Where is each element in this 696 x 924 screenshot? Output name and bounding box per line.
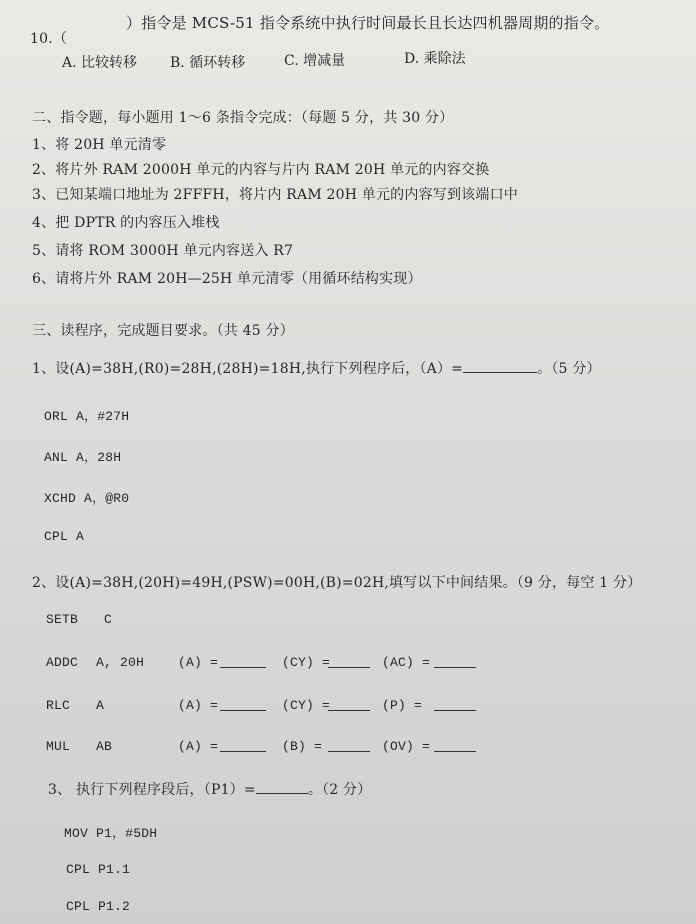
s3-q3-answer-blank[interactable] [256, 781, 308, 794]
s3-q2-row-rlc-label-1: (A) = [178, 698, 219, 713]
section2-item-3: 3、已知某端口地址为 2FFFH，将片内 RAM 20H 单元的内容写到该端口中 [32, 187, 518, 203]
s3-q3-prompt: 3、 执行下列程序段后，（P1）= [48, 782, 256, 798]
s3-q2-row-rlc-op: RLC [46, 698, 71, 713]
s3-q2-row-rlc-blank-3[interactable] [434, 698, 476, 711]
s3-q2-row-addc-op: ADDC [46, 655, 79, 670]
s3-q2-row-addc-label-2: (CY) = [282, 655, 331, 670]
section2-heading: 二、指令题，每小题用 1～6 条指令完成：（每题 5 分，共 30 分） [32, 110, 454, 126]
s3-q2-setb-op: SETB [46, 612, 79, 627]
s3-q2-row-rlc-blank-1[interactable] [220, 698, 266, 711]
s3-q1-code-3: XCHD A，@R0 [44, 491, 130, 506]
s3-q2-row-mul-blank-3[interactable] [434, 739, 476, 752]
section2-item-5: 5、请将 ROM 3000H 单元内容送入 R7 [32, 243, 294, 259]
s3-q2-row-addc-blank-2[interactable] [328, 655, 370, 668]
section2-item-6: 6、请将片外 RAM 20H—25H 单元清零（用循环结构实现） [32, 271, 422, 287]
q10-option-b: B. 循环转移 [170, 55, 246, 71]
s3-q2-row-rlc-args: A [96, 698, 105, 713]
s3-q2-row-rlc-label-3: (P) = [382, 698, 423, 713]
s3-q2-row-addc-label-1: (A) = [178, 655, 219, 670]
s3-q2-row-mul-blank-1[interactable] [220, 739, 266, 752]
s3-q2-row-addc-args: A, 20H [96, 655, 145, 670]
section3-heading: 三、读程序，完成题目要求。（共 45 分） [32, 323, 294, 339]
s3-q2-row-mul-label-1: (A) = [178, 739, 219, 754]
s3-q2-row-addc-blank-3[interactable] [434, 655, 476, 668]
s3-q1-prompt: 1、设(A)=38H,(R0)=28H,(28H)=18H,执行下列程序后，（A）= [32, 361, 464, 377]
q10-option-d: D. 乘除法 [404, 51, 466, 67]
s3-q3-suffix: 。（2 分） [307, 782, 372, 798]
section2-item-4: 4、把 DPTR 的内容压入堆栈 [32, 215, 220, 231]
s3-q2-setb-row [46, 612, 112, 627]
q10-text: ）指令是 MCS-51 指令系统中执行时间最长且长达四机器周期的指令。 [126, 14, 610, 32]
s3-q3-code-3: CPL P1.2 [66, 899, 131, 914]
s3-q2-row-rlc-label-2: (CY) = [282, 698, 331, 713]
s3-q1-code-4: CPL A [44, 529, 85, 544]
s3-q2-row-mul-label-3: (OV) = [382, 739, 431, 754]
s3-q2-row-mul-args: AB [96, 739, 113, 754]
q10-option-c: C. 增减量 [284, 53, 346, 69]
section2-item-2: 2、将片外 RAM 2000H 单元的内容与片内 RAM 20H 单元的内容交换 [32, 162, 490, 178]
s3-q2-row-mul-label-2: (B) = [282, 739, 323, 754]
q10-option-a: A. 比较转移 [62, 55, 138, 71]
s3-q3-text [48, 779, 371, 799]
s3-q2-row-addc-label-3: (AC) = [382, 655, 431, 670]
s3-q2-row-mul-blank-2[interactable] [328, 739, 370, 752]
section2-item-1: 1、将 20H 单元清零 [32, 137, 167, 153]
s3-q1-answer-blank[interactable] [463, 360, 537, 373]
s3-q2-text: 2、设(A)=38H,(20H)=49H,(PSW)=00H,(B)=02H,填写以下中间结果。（9 分，每空 1 分） [32, 575, 642, 591]
s3-q1-suffix: 。（5 分） [537, 361, 601, 377]
s3-q1-text [32, 358, 601, 378]
s3-q1-code-2: ANL A，28H [44, 450, 122, 465]
s3-q2-setb-arg: C [104, 612, 113, 627]
s3-q3-code-2: CPL P1.1 [66, 862, 131, 877]
s3-q1-code-1: ORL A，#27H [44, 409, 130, 424]
s3-q2-row-rlc-blank-2[interactable] [328, 698, 370, 711]
s3-q3-code-1: MOV P1，#5DH [64, 826, 158, 841]
q10-number: 10.（ [30, 31, 68, 47]
s3-q2-row-mul-op: MUL [46, 739, 71, 754]
s3-q2-row-addc-blank-1[interactable] [220, 655, 266, 668]
